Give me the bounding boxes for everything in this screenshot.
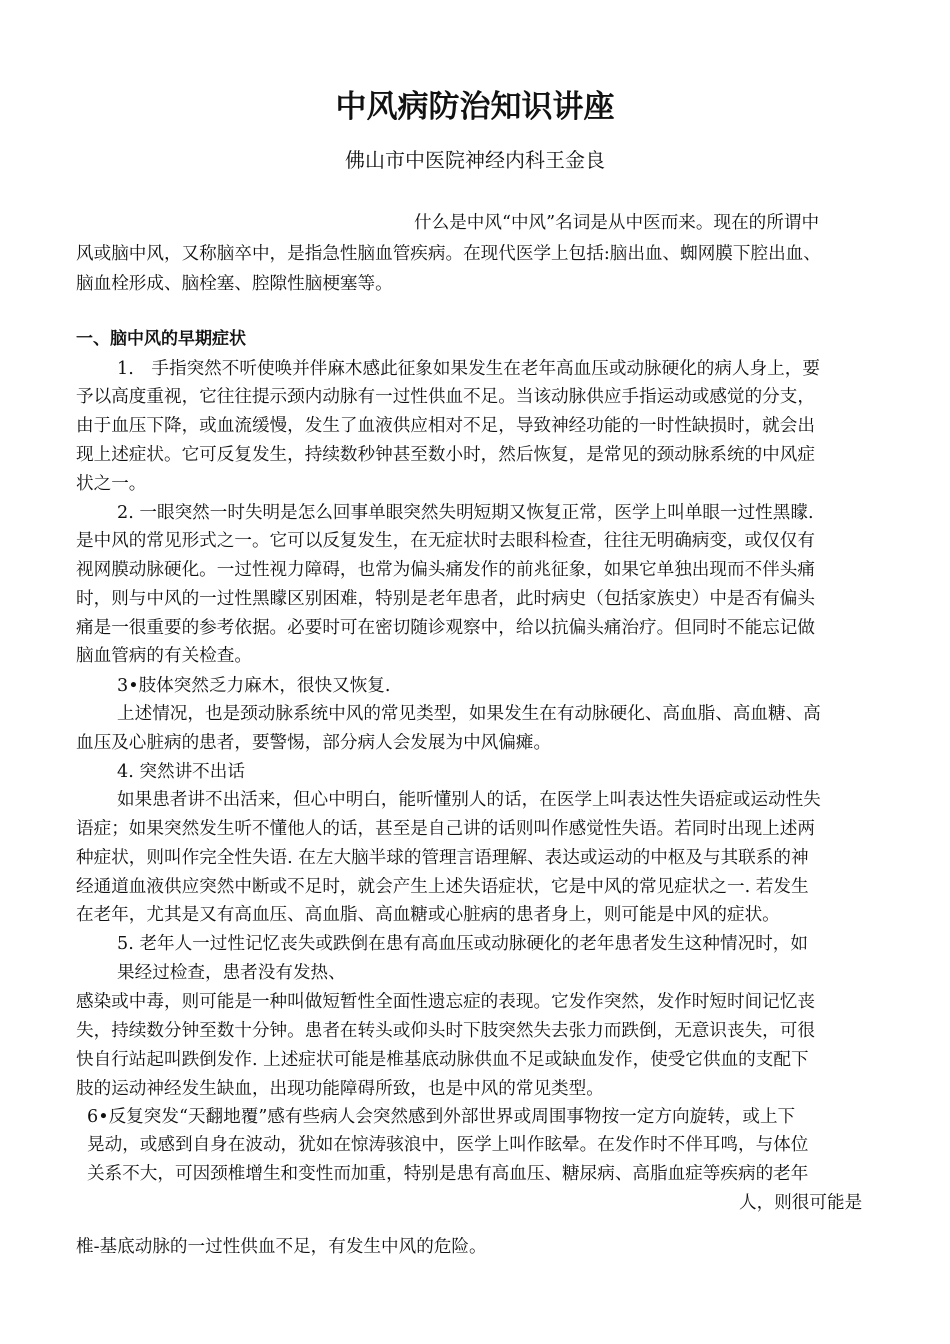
text-line: 椎-基底动脉的一过性供血不足，有发生中风的危险。 [76,1237,487,1257]
text-line: 关系不大，可因颈椎增生和变性而加重，特别是患有高血压、糖尿病、高脂血症等疾病的老年 [87,1164,809,1184]
text-line: 4. 突然讲不出话 [117,762,245,782]
text-line: 2. 一眼突然一时失明是怎么回事单眼突然失明短期又恢复正常，医学上叫单眼一过性黑矇. [117,503,814,523]
text-line: 6•反复突发“天翻地覆”感有些病人会突然感到外部世界或周围事物按一定方向旋转，或上下 [87,1107,796,1127]
text-line: 时，则与中风的一过性黑矇区别困难，特别是老年患者，此时病史（包括家族史）中是否有偏头 [76,589,815,609]
text-line: 种症状，则叫作完全性失语. 在左大脑半球的管理言语理解、表达或运动的中枢及与其联系的神 [76,848,809,868]
text-line: 肢的运动神经发生缺血，出现功能障碍所致，也是中风的常见类型。 [76,1079,604,1099]
text-line: 是中风的常见形式之一。它可以反复发生，在无症状时去眼科检查，往往无明确病变，或仅仅有 [76,531,815,551]
text-line: 痛是一很重要的参考依据。必要时可在密切随诊观察中，给以抗偏头痛治疗。但同时不能忘记做 [76,618,815,638]
text-line: 晃动，或感到自身在波动，犹如在惊涛骇浪中，医学上叫作眩晕。在发作时不伴耳鸣，与体位 [87,1135,809,1155]
text-line: 什么是中风“中风”名词是从中医而来。现在的所谓中 [414,213,820,233]
text-line: 视网膜动脉硬化。一过性视力障碍，也常为偏头痛发作的前兆征象，如果它单独出现而不伴头痛 [76,560,815,580]
text-line: 状之一。 [76,474,147,494]
text-line: 感染或中毒，则可能是一种叫做短暂性全面性遗忘症的表现。它发作突然，发作时短时间记忆丧 [76,992,815,1012]
text-line: 风或脑中风，又称脑卒中，是指急性脑血管疾病。在现代医学上包括:脑出血、蜘网膜下腔出血、 [76,244,821,264]
text-line: 由于血压下降，或血流缓慢，发生了血液供应相对不足，导致神经功能的一时性缺损时，就会出 [76,416,815,436]
text-line: 脑血栓形成、脑栓塞、腔隙性脑梗塞等。 [76,274,393,294]
page-title: 中风病防治知识讲座 [335,89,615,125]
text-line: 人，则很可能是 [739,1193,863,1213]
text-line: 现上述症状。它可反复发生，持续数秒钟甚至数小时，然后恢复，是常见的颈动脉系统的中风症 [76,445,815,465]
author-subtitle: 佛山市中医院神经内科王金良 [345,148,605,172]
section-heading: 一、脑中风的早期症状 [76,329,246,349]
text-line: 3•肢体突然乏力麻木，很快又恢复. [117,676,391,696]
text-line: 予以高度重视，它往往提示颈内动脉有一过性供血不足。当该动脉供应手指运动或感觉的分支， [76,387,815,407]
text-line: 如果患者讲不出活来，但心中明白，能听懂别人的话，在医学上叫表达性失语症或运动性失 [117,790,821,810]
text-line: 在老年，尤其是又有高血压、高血脂、高血糖或心脏病的患者身上，则可能是中风的症状。 [76,905,780,925]
text-line: 5. 老年人一过性记忆丧失或跌倒在患有高血压或动脉硬化的老年患者发生这种情况时，如 [117,934,808,954]
text-line: 果经过检查，患者没有发热、 [117,963,346,983]
text-line: 血压及心脏病的患者，要警惕，部分病人会发展为中风偏瘫。 [76,733,552,753]
text-line: 脑血管病的有关检查。 [76,646,252,666]
text-line: 快自行站起叫跌倒发作. 上述症状可能是椎基底动脉供血不足或缺血发作，使受它供血的支配下 [76,1050,809,1070]
text-line: 语症；如果突然发生听不懂他人的话，甚至是自己讲的话则叫作感觉性失语。若同时出现上述两 [76,819,815,839]
text-line: 上述情况，也是颈动脉系统中风的常见类型，如果发生在有动脉硬化、高血脂、高血糖、高 [117,704,821,724]
text-line: 经通道血液供应突然中断或不足时，就会产生上述失语症状，它是中风的常见症状之一. 若发生 [76,877,809,897]
text-line: 1. 手指突然不听使唤并伴麻木感此征象如果发生在老年高血压或动脉硬化的病人身上，要 [117,359,820,379]
text-line: 失，持续数分钟至数十分钟。患者在转头或仰头时下肢突然失去张力而跌倒，无意识丧失，可很 [76,1021,815,1041]
